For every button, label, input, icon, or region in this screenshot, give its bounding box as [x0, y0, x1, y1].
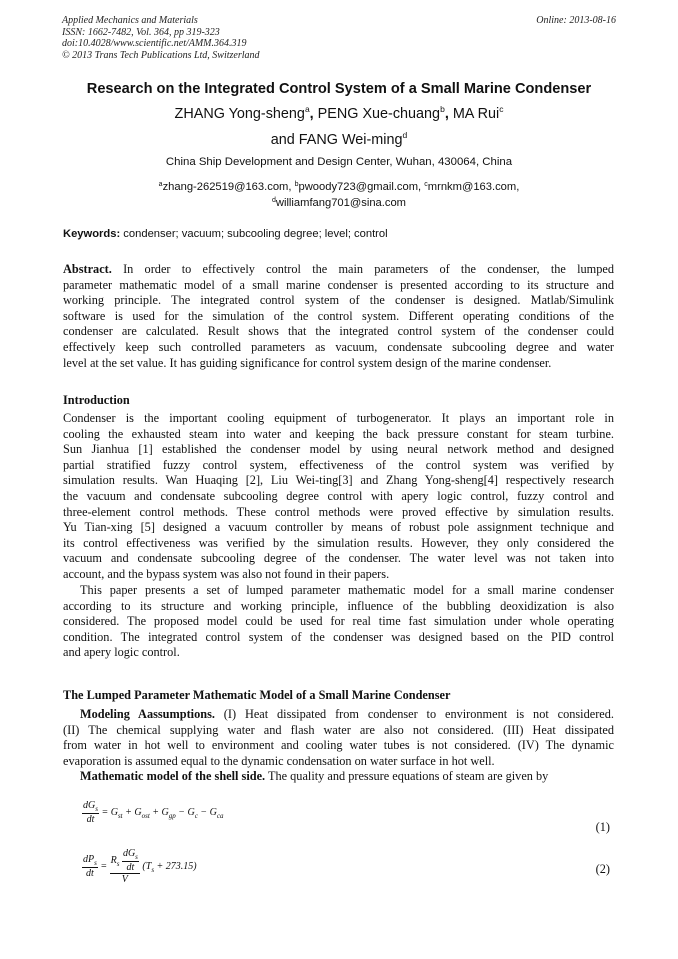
modeling-assumptions: Modeling Aassumptions. (I) Heat dissipated from condenser to environment is not considered. (II) The chemical supplying water and flash water are also not considered. (III) Heat dissipated from water in hot well to environment and cooling water tubes is not considered. (IV) The dynamic evaporation is assumed equal to the dynamic condensation on water surface in hot well. Mathematic model of the shell side. The quality and pressure equations of steam are given by	[63, 707, 614, 784]
author-line-2: and FANG Wei-ming$^d$	[270, 130, 408, 148]
author-4: FANG Wei-ming	[298, 132, 403, 148]
journal-header	[62, 15, 260, 61]
online-date: Online: 2013-08-16	[536, 15, 616, 26]
section-heading-introduction: Introduction	[63, 393, 130, 407]
section-heading-model: The Lumped Parameter Mathematic Model of a Small Marine Condenser	[63, 688, 451, 702]
author-emails: $^a$zhang-262519@163.com, $^b$pwoody723@gmail.com, $^c$mrnkm@163.com, $^d$williamfang701@sina.com	[158, 181, 520, 209]
copyright: © 2013 Trans Tech Publications Ltd, Switzerland	[62, 49, 260, 61]
author-line-1: ZHANG Yong-sheng$^a$, PENG Xue-chuang$^b$, MA Rui$^c$	[174, 104, 504, 122]
journal-name: Applied Mechanics and Materials	[62, 15, 198, 26]
paper-title: Research on the Integrated Control System of a Small Marine Condenser	[86, 81, 592, 97]
equation-1: $\frac{dG_s}{dt}$ = $G_{st} + G_{ost} + G_{gp} - G_c - G_{ca}$	[83, 800, 224, 825]
keywords: Keywords: condenser; vacuum; subcooling degree; level; control	[63, 228, 388, 240]
issn: ISSN: 1662-7482, Vol. 364, pp 319-323	[62, 26, 220, 38]
equation-2: $\frac{dP_s}{dt}$ = $R_s$ $\frac{dG_s}{dt}$ V $(T_s + 273.15)$	[83, 848, 197, 885]
equation-2-number: (2)	[595, 862, 610, 876]
affiliation: China Ship Development and Design Center, Wuhan, 430064, China	[165, 156, 513, 168]
author-2: PENG Xue-chuang	[317, 106, 441, 122]
doi: doi:10.4028/www.scientific.net/AMM.364.319	[62, 38, 247, 49]
equation-1-number: (1)	[595, 820, 610, 834]
introduction-paragraph-1: Condenser is the important cooling equipment of turbogenerator. It plays an important role in cooling the exhausted steam into water and keeping the back pressure constant for steam turbine. Sun Jianhua [1] established the condenser model by using neural network method and designed partial stratified fuzzy control system, effectiveness of the control system was verified by simulation results. Wan Huaqing [2], Liu Wei-ting[3] and Zhang Yong-sheng[4] respectively research the vacuum and condensate subcooling degree control with apery logic control, fuzzy control and three-element control methods. These control methods were proved effective by simulation results. Yu Tian-xing [5] designed a vacuum controller by means of robust pole assignment technique and its control effectiveness was verified by the simulation results. However, they only considered the vacuum and condensate subcooling degree of the condenser. The water level was not taken into account, and the bypass system was also not found in their papers.	[63, 411, 614, 581]
introduction-paragraph-2: This paper presents a set of lumped parameter mathematic model for a small marine condenser according to its structure and working principle, influence of the bubbling deoxidization is also considered. The proposed model could be used for real time fast simulation under whole operating condition. The integrated control system of the condenser was designed based on the PID control and apery logic control.	[63, 583, 614, 660]
abstract: Abstract. In order to effectively control the main parameters of the condenser, the lumped parameter mathematic model of a small marine condenser is presented according to its structure and working principle. The integrated control system of the condenser is designed. Matlab/Simulink software is used for the simulation of the control system. Different operating conditions of the condenser are calculated. Result shows that the integrated control system of the condenser could effectively keep such controlled parameters as vacuum, condensate subcooling degree and water level at the set value. It has guiding significance for control system design of the marine condenser.	[63, 262, 614, 370]
author-3: MA Rui	[452, 106, 500, 122]
author-1: ZHANG Yong-sheng	[174, 106, 305, 122]
